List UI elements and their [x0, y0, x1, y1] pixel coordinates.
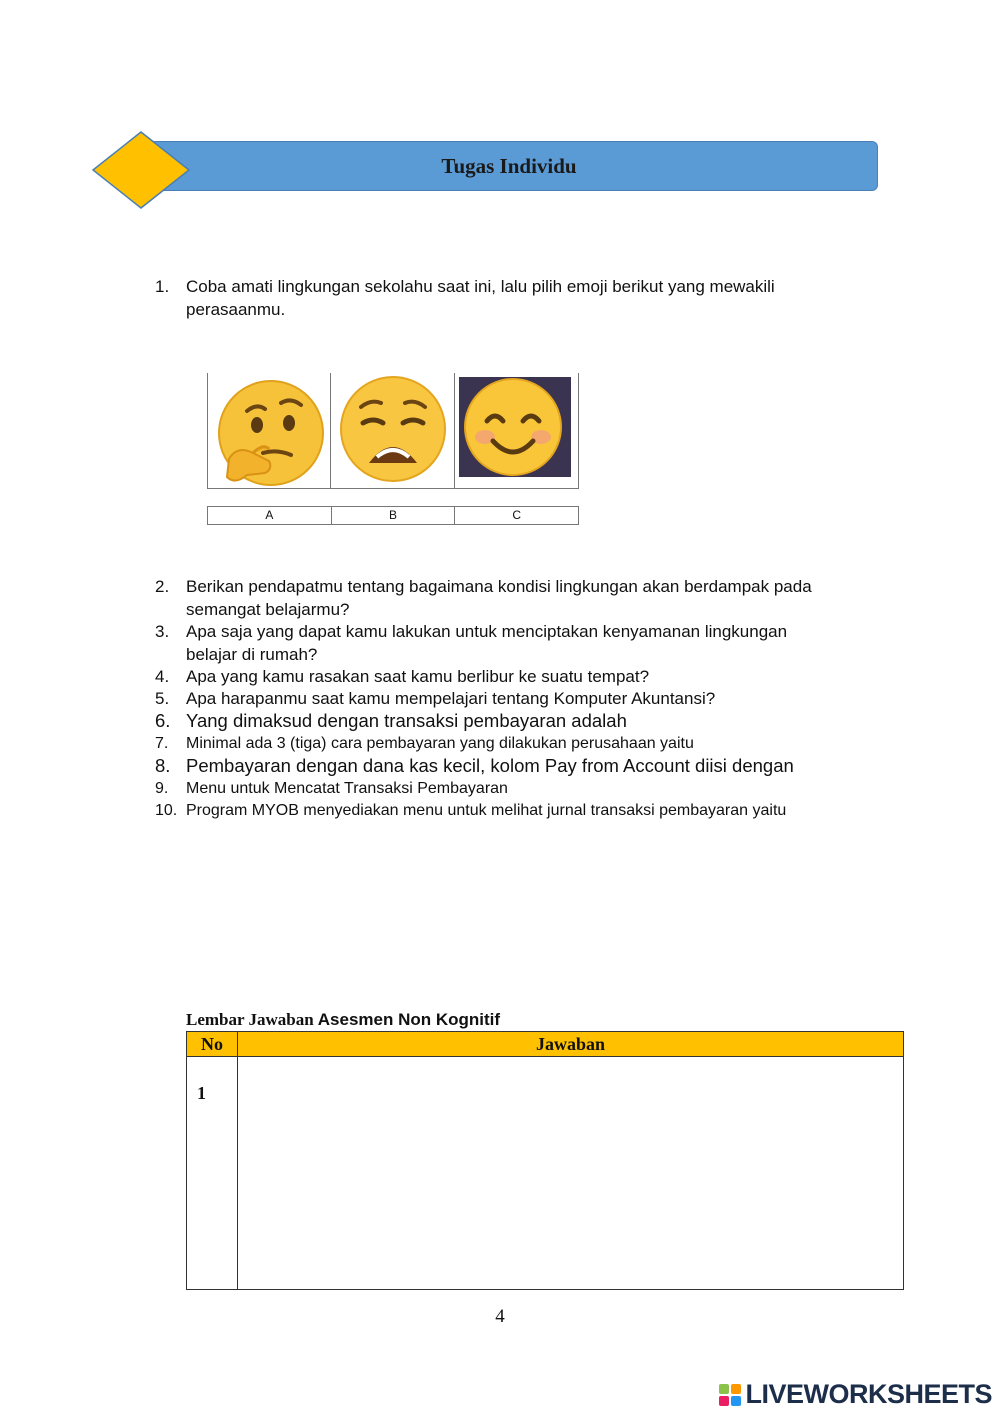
- weary-face-icon: [331, 373, 455, 489]
- section-banner: [92, 131, 882, 209]
- diamond-icon: [92, 131, 192, 209]
- column-header-answer: Jawaban: [238, 1032, 904, 1057]
- emoji-label: A: [208, 507, 332, 524]
- question-item: 3. Apa saja yang dapat kamu lakukan untuk menciptakan kenyamanan lingkungan belajar di rumah?: [155, 622, 788, 664]
- question-item: 9. Menu untuk Mencatat Transaksi Pembayaran: [155, 780, 508, 797]
- table-header-row: [187, 1032, 904, 1057]
- question-item: 8. Pembayaran dengan dana kas kecil, kolom Pay from Account diisi dengan: [155, 755, 794, 776]
- column-header-no: No: [187, 1032, 238, 1057]
- liveworksheets-logo: [719, 1379, 992, 1410]
- smiling-face-icon: [455, 373, 579, 489]
- table-row: [187, 1057, 904, 1290]
- emoji-option-b[interactable]: [331, 373, 455, 489]
- question-item: 5. Apa harapanmu saat kamu mempelajari tentang Komputer Akuntansi?: [155, 689, 716, 708]
- emoji-label-row: [207, 506, 579, 525]
- question-item: 4. Apa yang kamu rasakan saat kamu berlibur ke suatu tempat?: [155, 667, 650, 686]
- emoji-option-c[interactable]: [455, 373, 579, 489]
- emoji-label: C: [512, 508, 522, 522]
- question-item: 10. Program MYOB menyediakan menu untuk melihat jurnal transaksi pembayaran yaitu: [155, 802, 787, 819]
- question-item: 2. Berikan pendapatmu tentang bagaimana kondisi lingkungan akan berdampak pada semangat belajarmu?: [155, 577, 812, 619]
- question-item: 7. Minimal ada 3 (tiga) cara pembayaran yang dilakukan perusahaan yaitu: [155, 735, 694, 752]
- question-item: 1. Coba amati lingkungan sekolahu saat ini, lalu pilih emoji berikut yang mewakili perasaanmu.: [155, 277, 775, 319]
- answer-cell[interactable]: [238, 1057, 904, 1290]
- answer-table: [186, 1031, 904, 1290]
- row-number-cell: 1: [187, 1057, 238, 1290]
- logo-grid-icon: [719, 1384, 741, 1406]
- thinking-face-icon: [207, 373, 331, 489]
- emoji-options: [207, 373, 579, 490]
- emoji-option-a[interactable]: [207, 373, 331, 489]
- page-number: 4: [495, 1306, 505, 1327]
- page-title: Tugas Individu: [441, 154, 577, 178]
- brand-name: LIVEWORKSHEETS: [745, 1379, 992, 1409]
- question-item: 6. Yang dimaksud dengan transaksi pembayaran adalah: [155, 710, 627, 731]
- emoji-label: B: [332, 507, 456, 524]
- answer-sheet-title: Lembar Jawaban Asesmen Non Kognitif: [186, 1010, 501, 1029]
